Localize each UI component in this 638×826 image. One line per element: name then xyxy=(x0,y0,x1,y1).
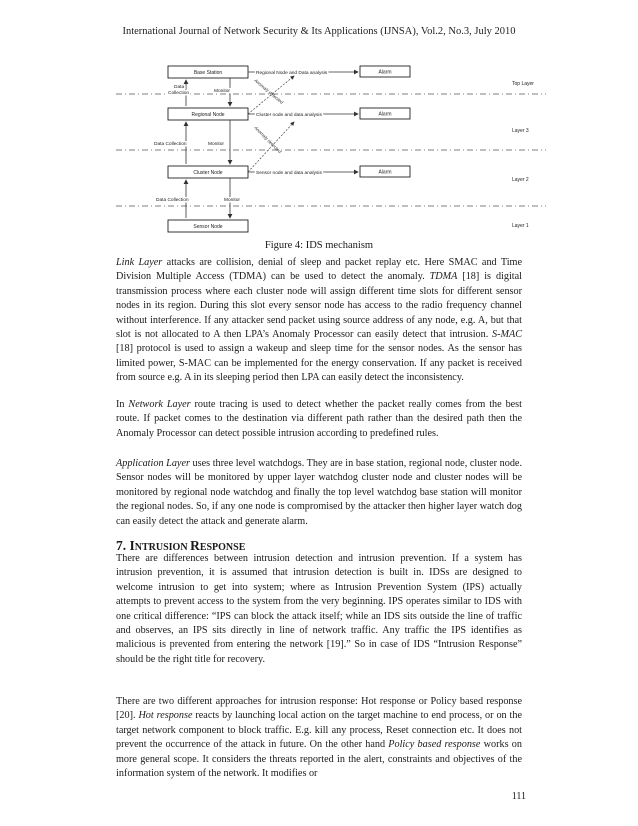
paragraph-response-approaches xyxy=(116,695,522,781)
p1-text-3: [18] protocol is used to assign a wakeup and sleep time for the sensor nodes. As the sensor has limited power, S-MAC can be implemented for the energy conservation. If any packet is received from source e.g. A in its sleeping period then LPA can easily detect the inconsistency. xyxy=(116,343,522,384)
anomaly-label-upper: Anomaly detected xyxy=(253,77,285,105)
section-number: 7. xyxy=(116,538,130,553)
figure-caption: Figure 4: IDS mechanism xyxy=(264,240,374,251)
alarm-label-top: Alarm xyxy=(378,69,392,76)
section-title-initial-2: R xyxy=(190,538,200,553)
p2-text-1: In xyxy=(116,399,129,410)
term-link-layer: Link Layer xyxy=(116,257,163,268)
data-collection-label-low: Data Collection xyxy=(156,198,189,203)
term-tdma: TDMA xyxy=(429,271,458,283)
layer3-label: Layer 3 xyxy=(512,128,529,134)
ids-diagram xyxy=(116,56,546,236)
data-label-top: Data xyxy=(174,85,185,90)
running-header: International Journal of Network Security & Its Applications (IJNSA), Vol.2, No.3, July 2010 xyxy=(122,26,516,37)
alarm-label-mid: Alarm xyxy=(378,111,392,118)
p5-text-3: works on more general scope. It considers the threats reported in the alert, constraints and objectives of the information system of the network. It modifies or xyxy=(116,739,522,780)
anomaly-label-lower: Anomaly detected xyxy=(253,125,283,155)
collection-label-top: Collection xyxy=(168,91,190,96)
paragraph-link-layer xyxy=(116,256,522,386)
regional-analysis-label: Regional Node and Data analysis xyxy=(256,70,328,76)
monitor-label-top: Monitor xyxy=(214,89,230,94)
paragraph-application-layer xyxy=(116,457,522,529)
term-smac: S-MAC xyxy=(492,329,522,341)
paragraph-network-layer xyxy=(116,398,522,441)
section-title-part1: NTRUSION xyxy=(134,542,191,553)
cluster-analysis-label: Cluster node and data analysis xyxy=(256,112,322,118)
ids-mechanism-figure xyxy=(116,56,546,236)
paragraph-intrusion-response: There are differences between intrusion detection and intrusion prevention. If a system has intrusion prevention, it is assumed that intrusion detection is built in. IDSs are designed to welcome intrusion to get into system; where as Intrusion Prevention System (IPS) actually attempts to prevent access to the system from the very beginning. IPS operates similar to IDS with one critical difference: “IPS can block the attack itself; while an IDS sits outside the line of traffic and observes, an IPS sits directly in line of network traffic. Any traffic the IPS identifies as malicious is prevented from entering the network [19].” So in case of IDS “Intrusion Response” should be the right title for recovery. xyxy=(116,553,522,665)
alarm-label-low: Alarm xyxy=(378,169,392,176)
page-number: 111 xyxy=(511,791,526,802)
p1-text-2: [18] is digital transmission process where each cluster node will assign different time slots for different sensor nodes in its region. During this slot every sensor node has access to the radio frequency channel without interference. If any attacker send packet using source address of any node, e.g. A, but that slot is not allocated to A then LPA’s Anomaly Processor can easily detect that intrusion. xyxy=(116,271,522,341)
p2-text-2: route tracing is used to detect whether the packet really comes from the best route. If packet comes to the destination via different path rather than the desired path then the Anomaly Processor can detect possible intrusion according to predefined rules. xyxy=(116,399,522,439)
p1-text-1: attacks are collision, denial of sleep and packet replay etc. Here SMAC and Time Division Multiple Access (TDMA) can be used to detect the anomaly. xyxy=(116,257,522,283)
regional-node-label: Regional Node xyxy=(191,112,225,118)
sensor-node-label: Sensor Node xyxy=(193,224,223,230)
base-station-label: Base Station xyxy=(193,70,223,76)
cluster-node-label: Cluster Node xyxy=(193,170,223,176)
p5-text-1: There are two different approaches for intrusion response: Hot response or Policy based response [20]. xyxy=(116,696,522,722)
monitor-label-mid: Monitor xyxy=(208,142,224,147)
layer2-label: Layer 2 xyxy=(512,177,529,183)
layer1-label: Layer 1 xyxy=(512,223,529,229)
p5-text-2: reacts by launching local action on the target machine to end process, or on the target network component to block traffic. E.g. kill any process, Reset connection etc. It does not prevent the occurrence of the attack in future. On the other hand xyxy=(116,710,522,751)
section-title-part2: ESPONSE xyxy=(199,542,246,553)
monitor-label-low: Monitor xyxy=(224,198,240,203)
term-policy-based-response: Policy based response xyxy=(388,739,481,751)
term-network-layer: Network Layer xyxy=(128,399,191,410)
top-layer-label: Top Layer xyxy=(512,81,534,87)
sensor-analysis-label: Sensor node and data analysis xyxy=(256,170,322,176)
term-hot-response: Hot response xyxy=(138,710,193,722)
data-collection-label-mid: Data Collection xyxy=(154,142,187,147)
term-application-layer: Application Layer xyxy=(116,458,190,469)
section-title-initial: I xyxy=(129,538,135,553)
p3-text-1: uses three level watchdogs. They are in base station, regional node, cluster node. Sensor nodes will be monitored by upper layer watchdog cluster node and cluster nodes will be monitored by regional node watchdog and finally the top level watchdog base station will monitor the regional nodes. So, if any one node is compromised by the attacker then higher layer watch dog can easily detect the attack and generate alarm. xyxy=(116,458,522,527)
